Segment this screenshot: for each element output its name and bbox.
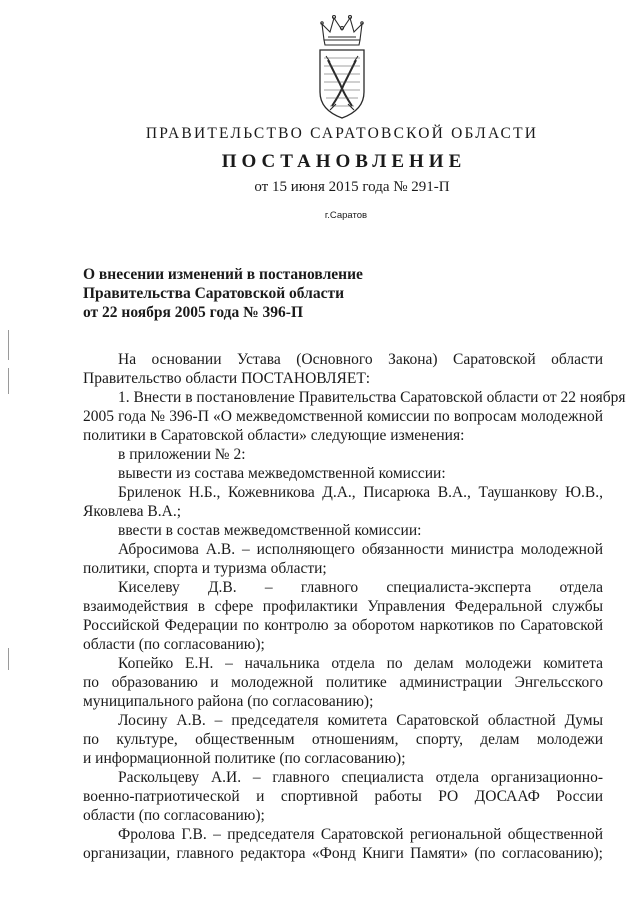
scan-edge-mark: [8, 648, 9, 670]
body-line: военно-патриотической и спортивной работы РО ДОСААФ России: [83, 788, 603, 805]
body-line: политики, спорта и туризма области;: [83, 560, 327, 577]
scan-edge-mark: [8, 330, 9, 360]
scan-edge-mark: [8, 368, 9, 394]
body-line: Яковлева В.А.;: [83, 503, 182, 520]
document-subject: [83, 265, 443, 322]
body-line: в приложении № 2:: [118, 446, 246, 463]
body-line: области (по согласованию);: [83, 636, 265, 653]
document-body: [83, 350, 626, 863]
government-title: ПРАВИТЕЛЬСТВО САРАТОВСКОЙ ОБЛАСТИ: [145, 125, 539, 142]
body-line: взаимодействия в сфере профилактики Управления Федеральной службы: [83, 598, 603, 615]
body-line: политики в Саратовской области» следующие изменения:: [83, 427, 465, 444]
document-type-heading: ПОСТАНОВЛЕНИЕ: [221, 151, 467, 172]
body-line: муниципального района (по согласованию);: [83, 693, 374, 710]
body-line: На основании Устава (Основного Закона) Саратовской области: [118, 351, 603, 368]
body-line: Раскольцеву А.И. – главного специалиста отдела организационно-: [118, 769, 603, 786]
body-line: 1. Внести в постановление Правительства Саратовской области от 22 ноября: [118, 389, 626, 406]
body-line: Абросимова А.В. – исполняющего обязанности министра молодежной: [118, 541, 603, 558]
body-line: ввести в состав межведомственной комиссии:: [118, 522, 422, 539]
subject-line: Правительства Саратовской области: [83, 285, 344, 302]
body-line: Киселеву Д.В. – главного специалиста-эксперта отдела: [118, 579, 603, 596]
coat-of-arms-icon: [312, 10, 372, 122]
document-date-number: от 15 июня 2015 года № 291-П: [254, 179, 450, 195]
body-line: области (по согласованию);: [83, 807, 265, 824]
body-line: вывести из состава межведомственной комиссии:: [118, 465, 446, 482]
body-line: Бриленок Н.Б., Кожевникова Д.А., Писарюка В.А., Таушанкову Ю.В.,: [118, 484, 603, 501]
subject-line: от 22 ноября 2005 года № 396-П: [83, 304, 304, 321]
body-line: Лосину А.В. – председателя комитета Саратовской областной Думы: [118, 712, 603, 729]
body-line: организации, главного редактора «Фонд Книги Памяти» (по согласованию);: [83, 845, 603, 862]
body-line: и информационной политике (по согласованию);: [83, 750, 406, 767]
subject-line: О внесении изменений в постановление: [83, 266, 363, 283]
body-line: по культуре, общественным отношениям, спорту, делам молодежи: [83, 731, 603, 748]
body-line: Российской Федерации по контролю за оборотом наркотиков по Саратовской: [83, 617, 603, 634]
body-line: Копейко Е.Н. – начальника отдела по делам молодежи комитета: [118, 655, 603, 672]
document-city: г.Саратов: [324, 210, 368, 221]
body-line: по образованию и молодежной политике администрации Энгельсского: [83, 674, 603, 691]
body-line: Правительство области ПОСТАНОВЛЯЕТ:: [83, 370, 371, 387]
body-line: 2005 года № 396-П «О межведомственной комиссии по вопросам молодежной: [83, 408, 603, 425]
body-line: Фролова Г.В. – председателя Саратовской региональной общественной: [118, 826, 603, 843]
